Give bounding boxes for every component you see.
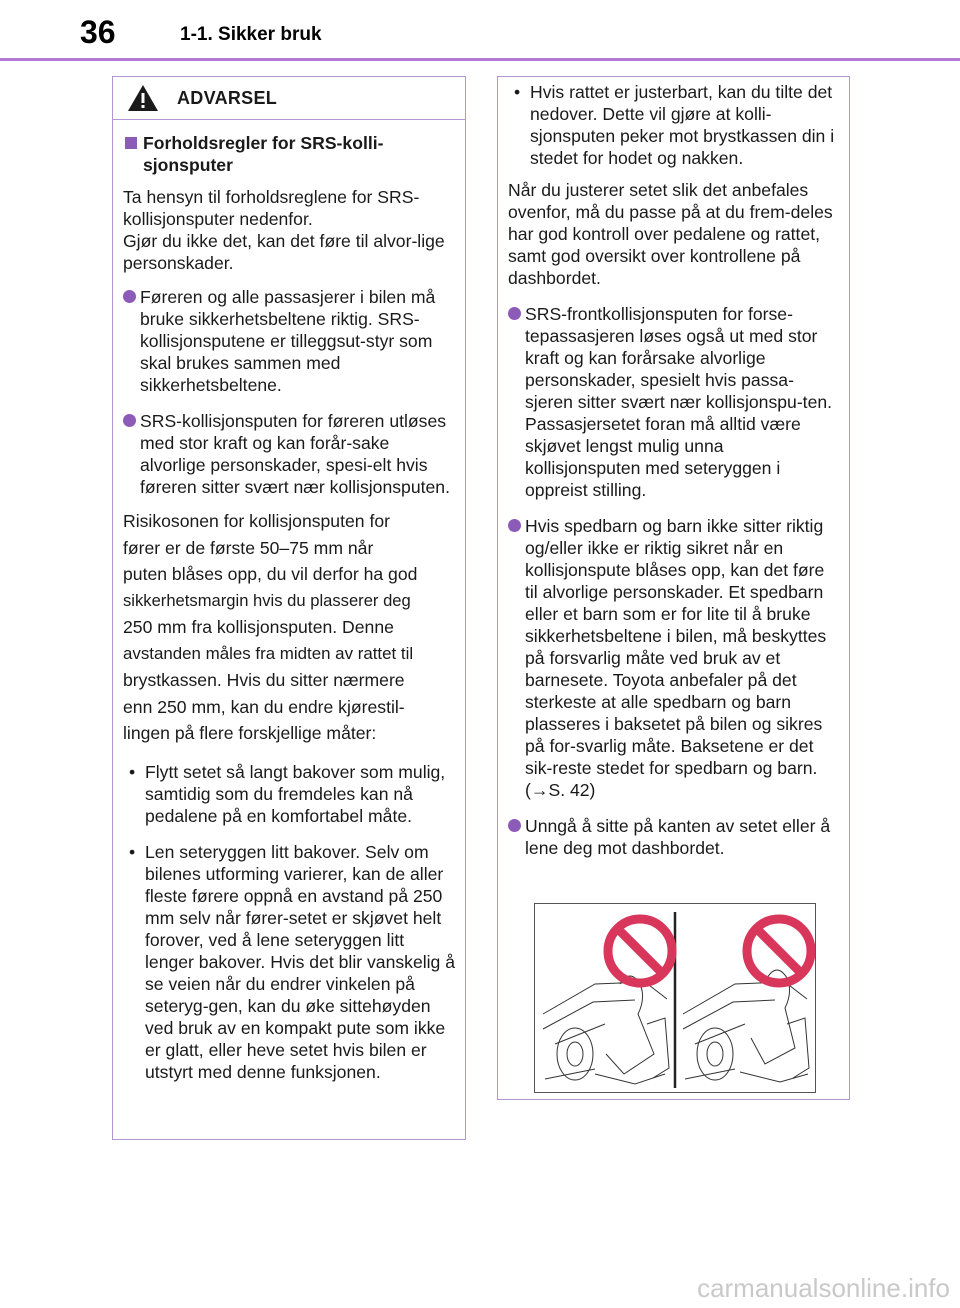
square-bullet-icon	[125, 137, 137, 149]
circle-bullet-icon	[508, 819, 521, 832]
car-interior-left	[543, 976, 669, 1084]
circle-bullet-icon	[123, 290, 136, 303]
page-header	[0, 0, 960, 60]
circle-bullet-icon	[508, 307, 521, 320]
warning-box	[112, 76, 466, 1140]
adjust-text: Når du justerer setet slik det anbefales ovenfor, må du passe på at du frem-deles har god kontroll over pedalene og rattet, samt god oversikt over kontrollene på dashbordet.	[508, 180, 833, 288]
risk-line: avstanden måles fra midten av rattet til	[123, 643, 414, 663]
list-item-text: Unngå å sitte på kanten av setet eller å lene deg mot dashbordet.	[525, 816, 831, 858]
warning-heading	[123, 132, 455, 176]
intro-text-2: Gjør du ikke det, kan det føre til alvor-lige personskader.	[123, 231, 445, 273]
list-item-text: Hvis rattet er justerbart, kan du tilte det nedover. Dette vil gjøre at kolli-sjonsputen peker mot brystkassen din i stedet for hodet og nakken.	[530, 82, 835, 168]
list-item-text: Hvis spedbarn og barn ikke sitter riktig og/eller ikke er riktig sikret når en kollisjonspute blåses opp, kan det føre til alvorlige personskader. Et spedbarn eller et barn som er for lite til å bruke sikkerhetsbeltene i bilen, må beskyttes på forsvarlig måte ved bruk av et barnesete. Toyota anbefaler på det sterkeste at alle spedbarn og barn plasseres i baksetet på bilen og sikres på for-svarlig måte. Baksetene er det sik-reste stedet for spedbarn og barn. (→S. 42)	[525, 516, 827, 800]
illustration	[534, 903, 816, 1093]
circle-bullet-icon	[123, 414, 136, 427]
list-item	[123, 841, 455, 1083]
header-rule	[0, 58, 960, 61]
warning-triangle-icon	[127, 84, 159, 112]
risk-line: puten blåses opp, du vil derfor ha god	[123, 564, 418, 584]
warning-label: ADVARSEL	[177, 88, 278, 108]
list-item	[508, 303, 839, 501]
list-item	[123, 761, 455, 827]
prohibited-icon	[608, 919, 672, 983]
list-item-text: Føreren og alle passasjerer i bilen må bruke sikkerhetsbeltene riktig. SRS-kollisjonsputene er tilleggsut-styr som skal brukes sammen med sikkerhetsbeltene.	[140, 287, 436, 395]
car-interior-right	[683, 970, 809, 1082]
illustration-drawing	[535, 904, 815, 1092]
list-item	[508, 81, 839, 169]
warning-heading-text: Forholdsregler for SRS-kolli-sjonsputer	[143, 133, 384, 175]
risk-line: enn 250 mm, kan du endre kjørestil-	[123, 696, 405, 717]
page-number: 36	[80, 14, 116, 50]
risk-zone-text	[123, 508, 455, 747]
list-item	[123, 286, 455, 396]
watermark: carmanualsonline.info	[697, 1273, 950, 1303]
list-item-text: SRS-frontkollisjonsputen for forse-tepassasjeren løses også ut med stor kraft og kan forårsake alvorlige personskader, spesielt hvis passa-sjeren sitter svært nær kollisjonspu-ten. Passasjersetet foran må alltid være skjøvet lengst mulig unna kollisjonsputen med seteryggen i oppreist stilling.	[525, 304, 833, 500]
warning-box-continued	[497, 76, 850, 1100]
bullet-icon: •	[129, 761, 136, 782]
warning-content-continued	[498, 77, 849, 859]
bullet-icon: •	[129, 841, 136, 862]
risk-line: brystkassen. Hvis du sitter nærmere	[123, 670, 405, 690]
list-item	[123, 410, 455, 498]
warning-header	[113, 77, 465, 120]
risk-line: 250 mm fra kollisjonsputen. Denne	[123, 617, 394, 637]
section-title: 1-1. Sikker bruk	[180, 24, 322, 45]
intro-text-1: Ta hensyn til forholdsreglene for SRS-kollisjonsputer nedenfor.	[123, 187, 420, 229]
list-item	[508, 515, 839, 801]
risk-line: fører er de første 50–75 mm når	[123, 537, 374, 558]
circle-bullet-icon	[508, 519, 521, 532]
list-item-text: SRS-kollisjonsputen for føreren utløses med stor kraft og kan forår-sake alvorlige personskader, spesi-elt hvis føreren sitter svært nær kollisjonsputen.	[140, 411, 450, 497]
risk-line: Risikosonen for kollisjonsputen for	[123, 511, 390, 531]
list-item	[508, 815, 839, 859]
risk-line: sikkerhetsmargin hvis du plasserer deg	[123, 590, 411, 610]
risk-line: lingen på flere forskjellige måter:	[123, 723, 377, 743]
prohibited-icon	[747, 919, 811, 983]
list-item-text: Len seteryggen litt bakover. Selv om bilenes utforming varierer, kan de aller fleste førere oppnå en avstand på 250 mm selv når fører-setet er skjøvet helt forover, ved å lene seteryggen litt lenger bakover. Hvis det blir vanskelig å se veien når du endrer vinkelen på seteryg-gen, kan du øke sittehøyden ved bruk av en kompakt pute som ikke er glatt, eller heve setet hvis bilen er utstyrt med denne funksjonen.	[145, 841, 456, 1082]
warning-content	[113, 120, 465, 1083]
list-item-text: Flytt setet så langt bakover som mulig, samtidig som du fremdeles kan nå pedalene på en komfortabel måte.	[145, 761, 446, 826]
bullet-icon: •	[514, 82, 521, 102]
